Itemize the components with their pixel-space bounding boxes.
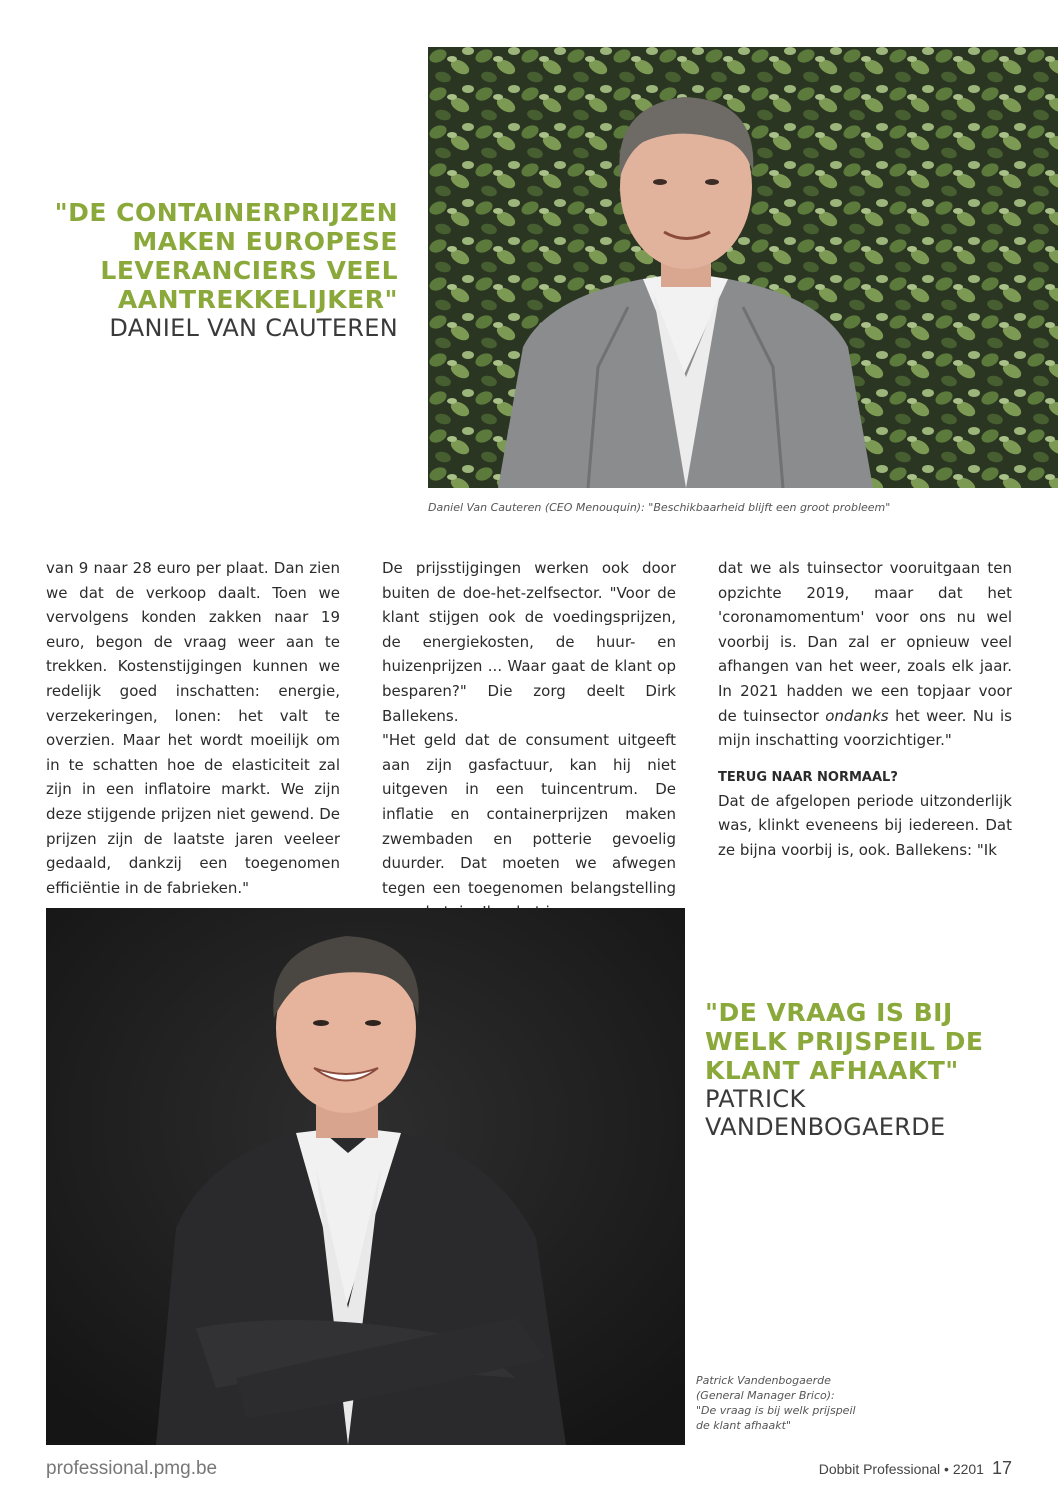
caption-line: "De vraag is bij welk prijspeil: [696, 1404, 856, 1417]
article-column-2: [382, 556, 676, 925]
pull-quote-daniel: [40, 198, 398, 342]
paragraph: De prijsstijgingen werken ook door buiten de doe-het-zelfsector. "Voor de klant stijgen ook de voedingsprijzen, de energiekosten, de huur- en huizenprijzen ... Waar gaat de klant op besparen?" Die zorg deelt Dirk Ballekens.: [382, 559, 676, 725]
emphasis: ondanks: [825, 706, 889, 725]
author-line: PATRICK: [705, 1085, 806, 1113]
photo-caption-patrick: [696, 1373, 896, 1433]
pull-quote-text: [705, 998, 1035, 1085]
pull-quote-line: WELK PRIJSPEIL DE: [705, 1027, 984, 1056]
subheading: TERUG NAAR NORMAAL?: [718, 769, 898, 785]
paragraph: [718, 556, 1012, 753]
pull-quote-line: "DE CONTAINERPRIJZEN: [54, 198, 398, 227]
photo-daniel-van-cauteren: [428, 47, 1058, 488]
article-column-1: [46, 556, 340, 900]
photo-patrick-vandenbogaerde: [46, 908, 685, 1445]
pull-quote-author: [705, 1085, 1035, 1141]
text-run: dat we als tuinsector vooruitgaan ten opzichte 2019, maar dat het 'coronamomentum' voor ons nu wel voorbij is. Dan zal er opnieuw veel afhangen van het weer, zoals elk jaar. In 2021 hadden we een topjaar voor de tuinsector: [718, 559, 1012, 725]
caption-line: de klant afhaakt": [696, 1419, 792, 1432]
article-column-3: [718, 556, 1012, 863]
pull-quote-text: [40, 198, 398, 314]
pull-quote-line: KLANT AFHAAKT": [705, 1056, 959, 1085]
photo-caption-daniel: Daniel Van Cauteren (CEO Menouquin): "Beschikbaarheid blijft een groot probleem": [428, 501, 891, 514]
pull-quote-line: LEVERANCIERS VEEL: [100, 256, 398, 285]
author-line: VANDENBOGAERDE: [705, 1113, 946, 1141]
paragraph: Dat de afgelopen periode uitzonderlijk was, klinkt eveneens bij iedereen. Dat ze bijna voorbij is, ook. Ballekens: "Ik: [718, 791, 1012, 859]
caption-line: (General Manager Brico):: [696, 1389, 835, 1402]
pull-quote-author: DANIEL VAN CAUTEREN: [109, 314, 398, 342]
footer-publication: [819, 1458, 1012, 1479]
paragraph: van 9 naar 28 euro per plaat. Dan zien we dat de verkoop daalt. Toen we vervolgens konden zakken naar 19 euro, begon de vraag weer aan te trekken. Kostenstijgingen kunnen we redelijk goed inschatten: energie, verzekeringen, lonen: het valt te overzien. Maar het wordt moeilijk om in te schatten hoe de elasticiteit zal zijn in een inflatoire markt. We zijn deze stijgende prijzen niet gewend. De prijzen zijn de laatste jaren veeleer gedaald, dankzij een toegenomen efficiëntie in de fabrieken.": [46, 559, 340, 897]
pull-quote-line: MAKEN EUROPESE: [132, 227, 398, 256]
caption-line: Patrick Vandenbogaerde: [696, 1374, 831, 1387]
pull-quote-line: AANTREKKELIJKER": [117, 285, 398, 314]
pull-quote-line: "DE VRAAG IS BIJ: [705, 998, 953, 1027]
pull-quote-patrick: [705, 998, 1035, 1141]
publication-name: Dobbit Professional • 2201: [818, 1461, 984, 1477]
text-run: het weer. Nu is mijn inschatting voorzichtiger.": [718, 706, 1012, 750]
paragraph: "Het geld dat de consument uitgeeft aan zijn gasfactuur, kan hij niet uitgeven in een tuincentrum. De inflatie en containerprijzen maken zwembaden en potterie gevoelig duurder. Dat moeten we afwegen tegen een toegenomen belangstelling: [382, 731, 676, 897]
footer-website: professional.pmg.be: [46, 1458, 218, 1479]
page-number: 17: [991, 1458, 1012, 1478]
